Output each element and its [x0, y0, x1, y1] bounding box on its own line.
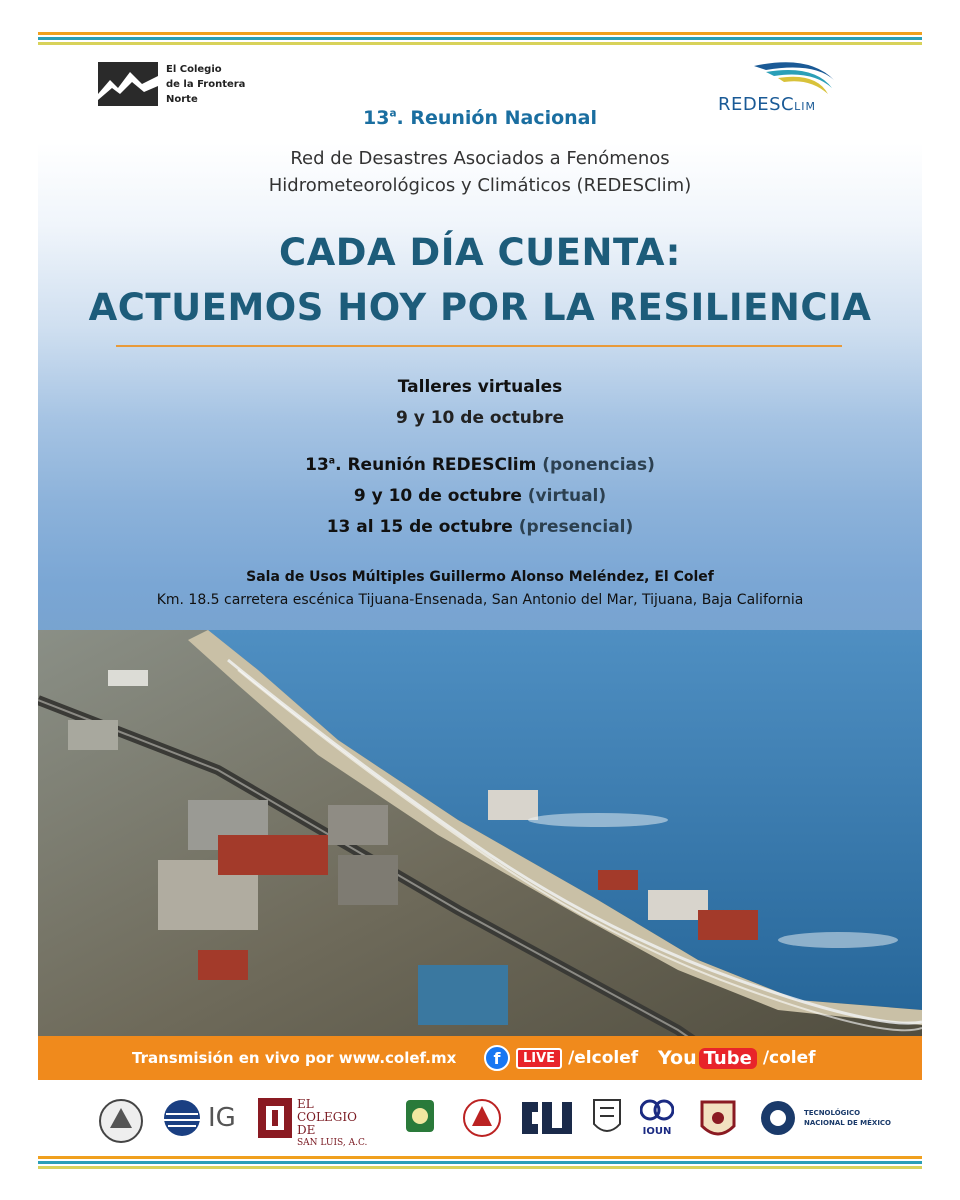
ig-letters: IG [208, 1103, 236, 1133]
coastline-photo [38, 630, 922, 1080]
colef-line-2: de la Frontera [166, 79, 246, 90]
headline-line-2: ACTUEMOS HOY POR LA RESILIENCIA [88, 286, 872, 329]
facebook-icon: f [484, 1045, 510, 1071]
top-stripes [38, 32, 922, 47]
ioun-circles-icon [640, 1098, 674, 1122]
udg-shield-icon [592, 1098, 622, 1138]
headline [38, 225, 922, 335]
tecnm-logo [758, 1098, 891, 1138]
cuc-logo-icon [518, 1098, 578, 1138]
bottom-stripes [38, 1156, 922, 1171]
network-line-2: Hidrometeorológicos y Climáticos (REDESClim) [268, 175, 692, 196]
san-luis-line-3: DE [297, 1123, 316, 1137]
ioun-logo [634, 1098, 680, 1137]
facebook-handle: /elcolef [568, 1048, 639, 1068]
institute-shield-icon [698, 1098, 738, 1142]
sessions-line-1: 13$^a$. Reunión REDESClim (ponencias) [305, 455, 655, 475]
workshops-dates: 9 y 10 de octubre [395, 408, 564, 428]
colef-line-3: Norte [166, 94, 198, 105]
venue-hall: Sala de Usos Múltiples Guillermo Alonso Meléndez, El Colef [246, 569, 714, 585]
redesclim-swoosh-icon [714, 58, 854, 98]
youtube-handle: /colef [762, 1048, 816, 1068]
network-name [38, 145, 922, 199]
tecnm-line-1: TECNOLÓGICO [804, 1109, 861, 1117]
octava-logo-icon [462, 1098, 502, 1138]
venue-address: Km. 18.5 carretera escénica Tijuana-Ensenada, San Antonio del Mar, Tijuana, Baja California [156, 592, 804, 608]
youtube-icon-you: You [658, 1047, 697, 1069]
ig-logo [162, 1098, 236, 1138]
redesclim-main: REDESC [718, 94, 795, 115]
youtube-link[interactable] [658, 1036, 816, 1080]
orange-divider [116, 345, 842, 347]
workshops [38, 372, 922, 434]
venue [38, 566, 922, 612]
ioun-text: IOUN [642, 1126, 672, 1137]
sessions-line-2: 9 y 10 de octubre (virtual) [353, 486, 607, 506]
colegio-san-luis-logo [258, 1098, 367, 1150]
san-luis-line-1: EL [297, 1097, 314, 1111]
network-line-1: Red de Desastres Asociados a Fenómenos [290, 148, 670, 169]
university-seal-icon [98, 1098, 144, 1144]
colef-logo [98, 62, 245, 107]
globe-icon [162, 1098, 206, 1138]
university-crest-icon [400, 1098, 440, 1138]
san-luis-emblem-icon [258, 1098, 292, 1138]
colef-mountain-icon [98, 62, 158, 106]
live-badge: LIVE [516, 1048, 562, 1069]
youtube-icon-tube: Tube [699, 1048, 757, 1069]
san-luis-line-2: COLEGIO [297, 1110, 357, 1124]
poster [38, 50, 922, 1080]
colef-line-1: El Colegio [166, 64, 222, 75]
sessions-line-3: 13 al 15 de octubre (presencial) [326, 517, 634, 537]
tecnm-line-2: NACIONAL DE MÉXICO [804, 1119, 892, 1127]
headline-line-1: CADA DÍA CUENTA: [279, 231, 681, 274]
gear-icon [758, 1098, 798, 1138]
facebook-live[interactable] [484, 1036, 638, 1080]
workshops-title: Talleres virtuales [397, 377, 563, 397]
san-luis-line-4: SAN LUIS, A.C. [297, 1138, 368, 1148]
sponsor-logos [38, 1092, 922, 1150]
stream-text[interactable]: Transmisión en vivo por www.colef.mx [132, 1049, 457, 1067]
meeting-title: 13$^a$. Reunión Nacional [362, 107, 598, 129]
redesclim-small: LIM [794, 100, 816, 113]
sessions [38, 450, 922, 543]
stream-banner [38, 1036, 922, 1080]
